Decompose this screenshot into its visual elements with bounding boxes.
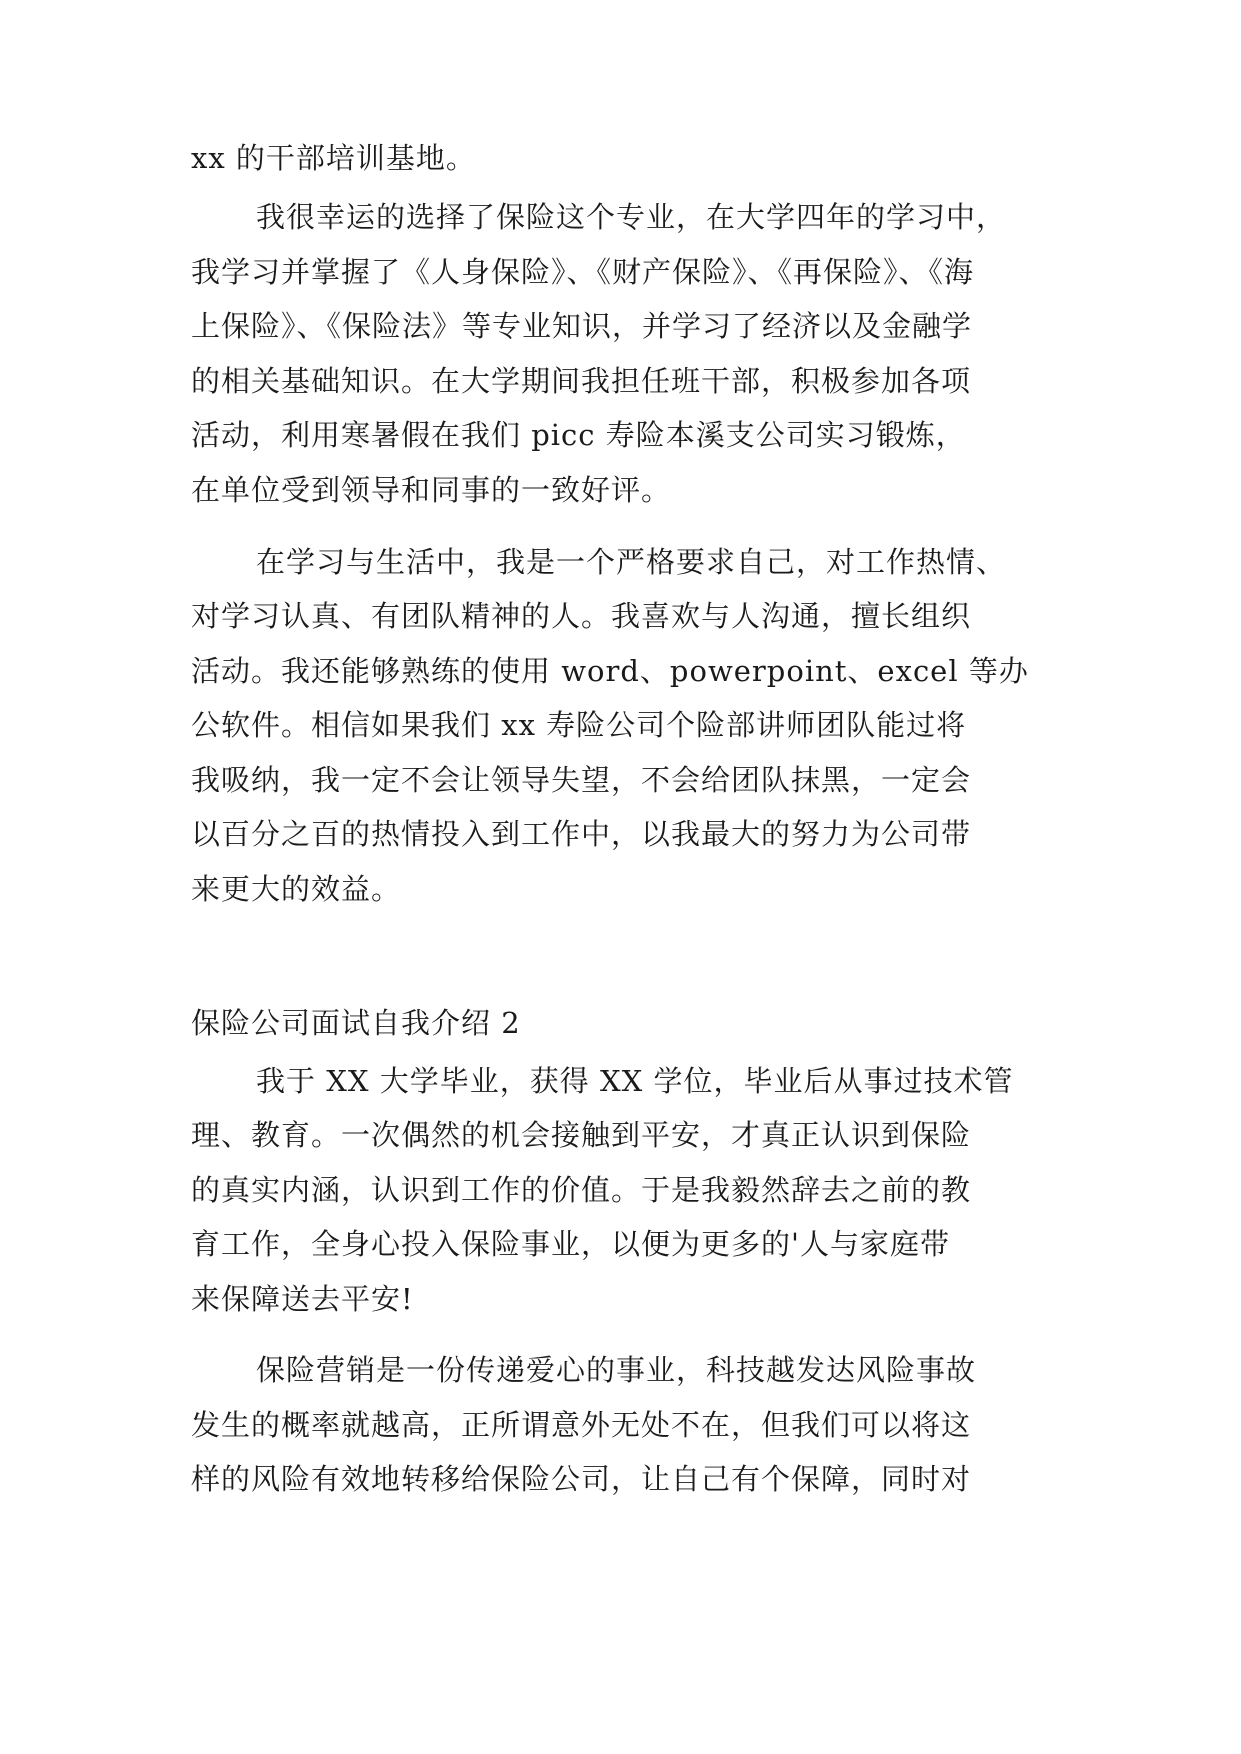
- paragraph-1-line: 活动，利用寒暑假在我们 picc 寿险本溪支公司实习锻炼，: [191, 418, 966, 452]
- paragraph-3-line: 我于 XX 大学毕业，获得 XX 学位，毕业后从事过技术管: [256, 1064, 1014, 1098]
- paragraph-4-line: 发生的概率就越高，正所谓意外无处不在，但我们可以将这: [191, 1408, 972, 1442]
- paragraph-1-line: 我学习并掌握了《人身保险》、《财产保险》、《再保险》、《海: [191, 255, 975, 289]
- section-heading: 保险公司面试自我介绍 2: [191, 1006, 521, 1040]
- paragraph-4-line: 保险营销是一份传递爱心的事业，科技越发达风险事故: [256, 1353, 977, 1387]
- paragraph-3-line: 理、教育。一次偶然的机会接触到平安，才真正认识到保险: [191, 1118, 972, 1152]
- paragraph-1-line: 我很幸运的选择了保险这个专业，在大学四年的学习中，: [256, 200, 1007, 234]
- paragraph-4-line: 样的风险有效地转移给保险公司，让自己有个保障，同时对: [191, 1462, 972, 1496]
- paragraph-2-line: 公软件。相信如果我们 xx 寿险公司个险部讲师团队能过将: [191, 708, 967, 742]
- paragraph-2-line: 在学习与生活中，我是一个严格要求自己，对工作热情、: [256, 545, 1007, 579]
- paragraph-2-line: 对学习认真、有团队精神的人。我喜欢与人沟通，擅长组织: [191, 599, 972, 633]
- text-line: xx 的干部培训基地。: [191, 141, 476, 175]
- paragraph-2-line: 来更大的效益。: [191, 872, 402, 906]
- paragraph-2-line: 我吸纳，我一定不会让领导失望，不会给团队抹黑，一定会: [191, 763, 972, 797]
- paragraph-3-line: 的真实内涵，认识到工作的价值。于是我毅然辞去之前的教: [191, 1173, 972, 1207]
- paragraph-1-line: 的相关基础知识。在大学期间我担任班干部，积极参加各项: [191, 364, 972, 398]
- paragraph-1-line: 上保险》、《保险法》等专业知识，并学习了经济以及金融学: [191, 309, 973, 343]
- paragraph-3-line: 育工作，全身心投入保险事业，以便为更多的'人与家庭带: [191, 1227, 950, 1261]
- paragraph-1-line: 在单位受到领导和同事的一致好评。: [191, 473, 672, 507]
- paragraph-2-line: 活动。我还能够熟练的使用 word、powerpoint、excel 等办: [191, 654, 1029, 688]
- paragraph-2-line: 以百分之百的热情投入到工作中，以我最大的努力为公司带: [191, 817, 972, 851]
- paragraph-3-line: 来保障送去平安!: [191, 1282, 414, 1316]
